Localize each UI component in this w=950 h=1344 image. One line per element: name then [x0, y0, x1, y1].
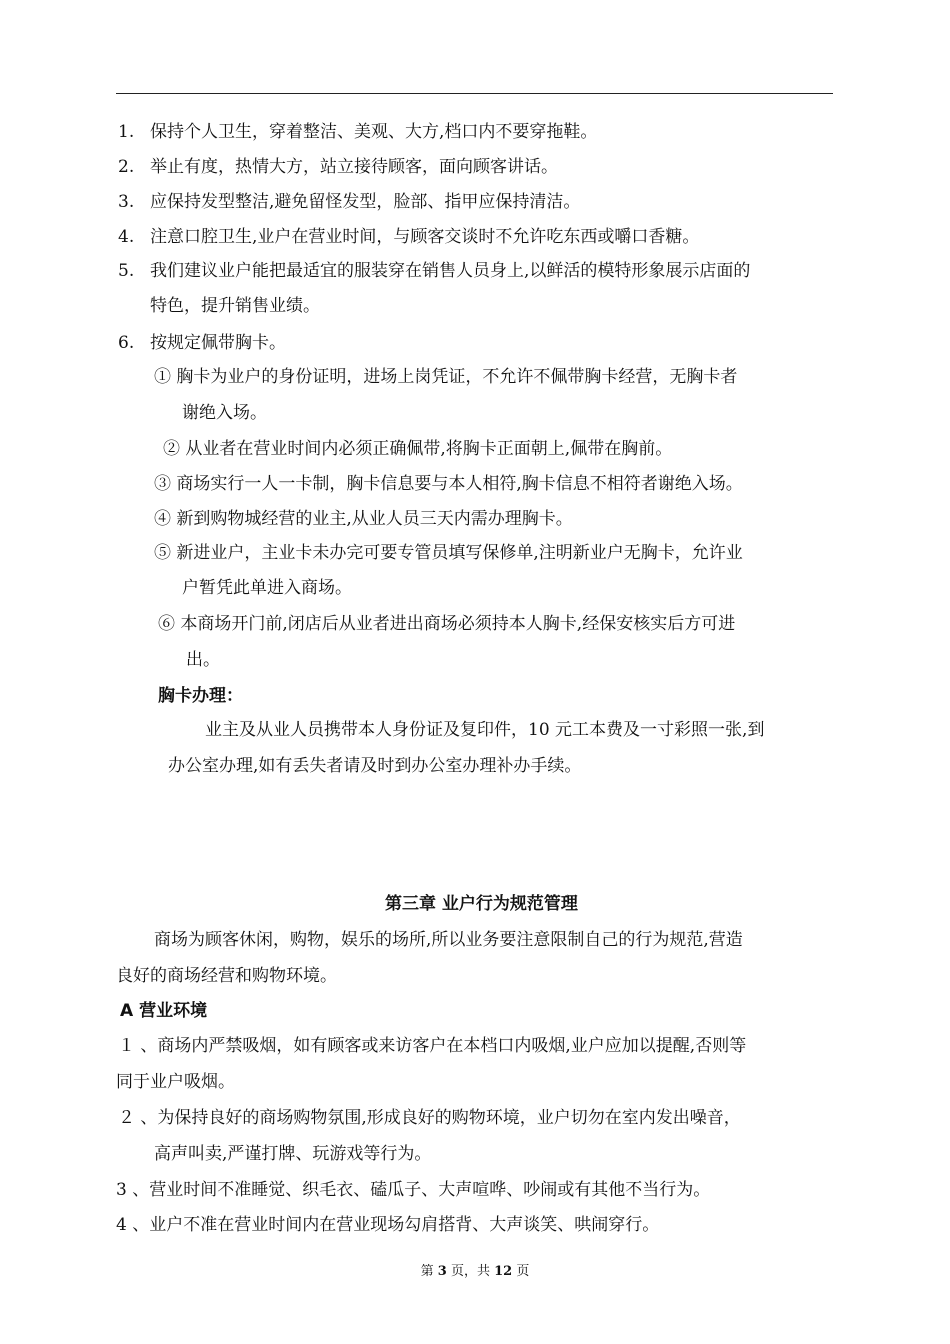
badge-rule: ③ 商场实行一人一卡制，胸卡信息要与本人相符,胸卡信息不相符者谢绝入场。: [154, 474, 743, 494]
badge-paragraph-continuation: 办公室办理,如有丢失者请及时到办公室办理补办手续。: [168, 756, 582, 776]
badge-rule-continuation: 出。: [186, 650, 220, 670]
list-number: 3.: [118, 192, 135, 212]
chapter-title: 第三章 业户行为规范管理: [385, 894, 578, 914]
badge-rule: ② 从业者在营业时间内必须正确佩带,将胸卡正面朝上,佩带在胸前。: [163, 439, 673, 459]
list-number: 1.: [118, 122, 135, 142]
badge-rule-continuation: 户暂凭此单进入商场。: [182, 578, 352, 598]
env-item: ２ 、为保持良好的商场购物氛围,形成良好的购物环境，业户切勿在室内发出噪音，: [118, 1108, 741, 1128]
badge-rule: ① 胸卡为业户的身份证明，进场上岗凭证，不允许不佩带胸卡经营，无胸卡者: [154, 367, 738, 387]
footer-prefix: 第: [420, 1264, 438, 1279]
badge-heading: 胸卡办理：: [158, 686, 243, 706]
chapter-intro: 商场为顾客休闲，购物，娱乐的场所,所以业务要注意限制自己的行为规范,营造: [154, 930, 743, 950]
chapter-intro-continuation: 良好的商场经营和购物环境。: [116, 966, 337, 986]
list-number: 6.: [118, 333, 135, 353]
badge-rule: ⑥ 本商场开门前,闭店后从业者进出商场必须持本人胸卡,经保安核实后方可进: [158, 614, 736, 634]
list-number: 4.: [118, 227, 135, 247]
list-number: 2.: [118, 157, 135, 177]
list-item: 注意口腔卫生,业户在营业时间，与顾客交谈时不允许吃东西或嚼口香糖。: [150, 227, 700, 247]
footer-mid: 页，共: [446, 1264, 495, 1279]
list-number: 5.: [118, 261, 135, 281]
list-item: 按规定佩带胸卡。: [150, 333, 286, 353]
list-item: 保持个人卫生，穿着整洁、美观、大方,档口内不要穿拖鞋。: [150, 122, 598, 142]
footer-suffix: 页: [512, 1264, 530, 1279]
env-item: １ 、商场内严禁吸烟，如有顾客或来访客户在本档口内吸烟,业户应加以提醒,否则等: [118, 1036, 747, 1056]
page-footer: [0, 1264, 950, 1280]
section-heading: A 营业环境: [120, 1001, 208, 1021]
env-item-continuation: 同于业户吸烟。: [116, 1072, 235, 1092]
list-item: 举止有度，热情大方，站立接待顾客，面向顾客讲话。: [150, 157, 558, 177]
footer-total-pages: 12: [494, 1264, 513, 1279]
footer-page-number: 3: [437, 1264, 447, 1279]
badge-rule: ④ 新到购物城经营的业主,从业人员三天内需办理胸卡。: [154, 509, 573, 529]
list-item: 应保持发型整洁,避免留怪发型，脸部、指甲应保持清洁。: [150, 192, 581, 212]
badge-rule-continuation: 谢绝入场。: [182, 403, 267, 423]
env-item-continuation: 高声叫卖,严谨打牌、玩游戏等行为。: [154, 1144, 432, 1164]
env-item: 4 、业户不准在营业时间内在营业现场勾肩搭背、大声谈笑、哄闹穿行。: [116, 1215, 660, 1235]
badge-paragraph: 业主及从业人员携带本人身份证及复印件，10 元工本费及一寸彩照一张,到: [205, 720, 765, 740]
list-item: 我们建议业户能把最适宜的服装穿在销售人员身上,以鲜活的模特形象展示店面的: [150, 261, 751, 281]
env-item: 3 、营业时间不准睡觉、织毛衣、磕瓜子、大声喧哗、吵闹或有其他不当行为。: [116, 1180, 711, 1200]
header-rule: [116, 93, 833, 94]
badge-rule: ⑤ 新进业户，主业卡未办完可要专管员填写保修单,注明新业户无胸卡，允许业: [154, 543, 743, 563]
list-item-continuation: 特色，提升销售业绩。: [150, 296, 320, 316]
